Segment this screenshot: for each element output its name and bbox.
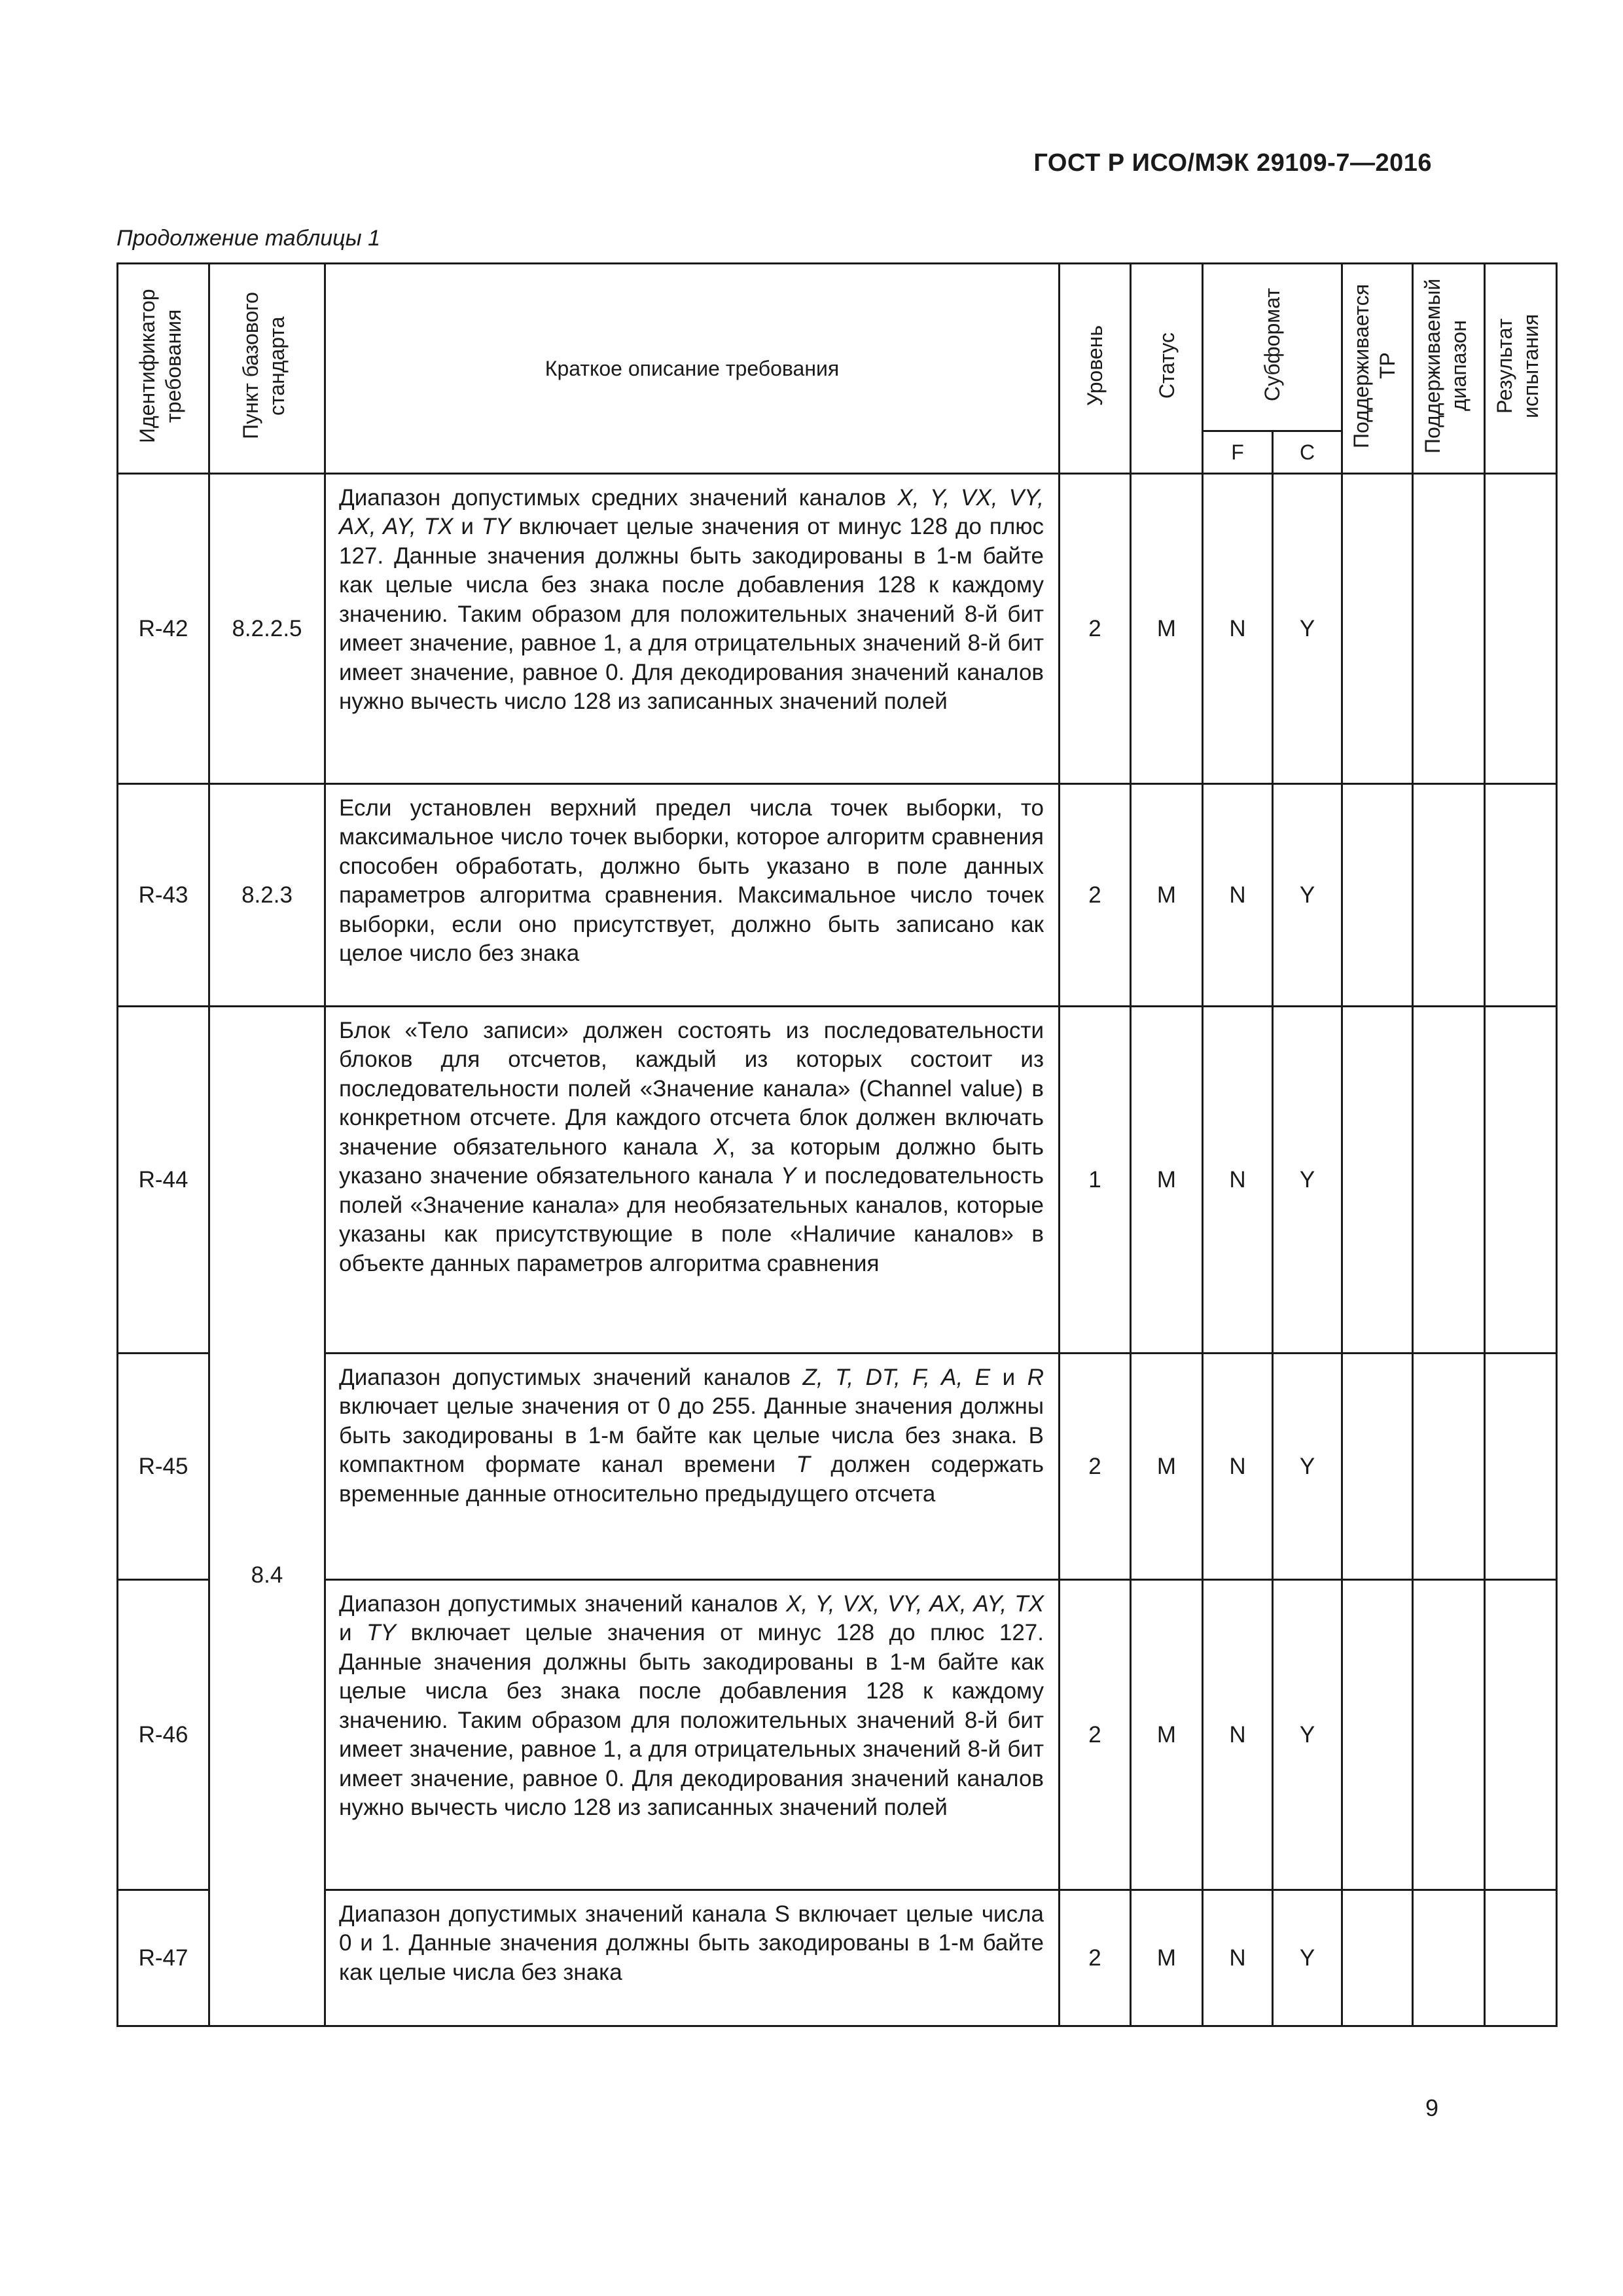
row-supported <box>1342 784 1413 1007</box>
row-supported <box>1342 474 1413 784</box>
row-supported <box>1342 1354 1413 1580</box>
row-supported-range <box>1413 784 1485 1007</box>
row-id: R-47 <box>118 1890 209 2026</box>
row-level: 2 <box>1060 784 1131 1007</box>
row-subformat-c: Y <box>1273 1890 1342 2026</box>
table-row <box>118 784 1557 1007</box>
header-subformat: Субформат <box>1260 287 1284 402</box>
header-supported-range-cell <box>1413 264 1485 474</box>
row-level: 2 <box>1060 1890 1131 2026</box>
table-row <box>118 474 1557 784</box>
header-clause-cell <box>209 264 325 474</box>
row-status: M <box>1131 1890 1203 2026</box>
row-description: Диапазон допустимых значений каналов Z, T, DT, F, A, E и R включает целые значения от 0 до 255. Данные значения должны быть закодированы в 1-м байте как целые числа без знака. В компактном формате канал времени T должен содержать временные данные относительно предыдущего отсчета <box>325 1354 1060 1580</box>
row-level: 2 <box>1060 1354 1131 1580</box>
row-supported-range <box>1413 1007 1485 1354</box>
row-clause-merged <box>209 1007 325 2026</box>
requirements-table <box>116 262 1558 2027</box>
header-level-cell <box>1060 264 1131 474</box>
row-result <box>1485 1580 1557 1890</box>
row-clause: 8.2.3 <box>209 784 325 1007</box>
row-status: M <box>1131 1580 1203 1890</box>
row-description: Блок «Тело записи» должен состоять из последовательности блоков для отсчетов, каждый из которых состоит из последовательности полей «Значение канала» (Channel value) в конкретном отсчете. Для каждого отсчета блок должен включать значение обязательного канала X, за которым должно быть указано значение обязательного канала Y и последовательность полей «Значение канала» для необязательных каналов, которые указаны как присутствующие в поле «Наличие каналов» в объекте данных параметров алгоритма сравнения <box>325 1007 1060 1354</box>
row-status: M <box>1131 1007 1203 1354</box>
header-clause: Пункт базового стандарта <box>239 292 289 440</box>
header-identifier-cell <box>118 264 209 474</box>
row-subformat-f: N <box>1203 784 1273 1007</box>
row-description: Диапазон допустимых значений канала S включает целые числа 0 и 1. Данные значения должны быть закодированы в 1-м байте как целые числа без знака <box>325 1890 1060 2026</box>
row-subformat-c: Y <box>1273 1580 1342 1890</box>
row-subformat-f: N <box>1203 1007 1273 1354</box>
row-subformat-f: N <box>1203 1580 1273 1890</box>
row-supported-range <box>1413 474 1485 784</box>
row-subformat-c: Y <box>1273 474 1342 784</box>
row-supported <box>1342 1890 1413 2026</box>
header-result-cell <box>1485 264 1557 474</box>
row-supported <box>1342 1580 1413 1890</box>
row-status: M <box>1131 784 1203 1007</box>
row-id: R-45 <box>118 1354 209 1580</box>
table-row <box>118 1890 1557 2026</box>
header-supported-range: Поддерживаемый диапазон <box>1420 278 1471 454</box>
document-standard-header: ГОСТ Р ИСО/МЭК 29109-7—2016 <box>1033 149 1432 177</box>
row-subformat-c: Y <box>1273 784 1342 1007</box>
row-id: R-43 <box>118 784 209 1007</box>
row-id: R-42 <box>118 474 209 784</box>
row-subformat-f: N <box>1203 474 1273 784</box>
row-result <box>1485 1354 1557 1580</box>
row-supported-range <box>1413 1580 1485 1890</box>
row-subformat-c: Y <box>1273 1007 1342 1354</box>
table-row <box>118 1580 1557 1890</box>
table-row <box>118 1354 1557 1580</box>
row-clause: 8.4 <box>251 1562 283 1588</box>
header-status-cell <box>1131 264 1203 474</box>
row-description: Диапазон допустимых значений каналов X, Y, VX, VY, AX, AY, TX и TY включает целые значения от минус 128 до плюс 127. Данные значения должны быть закодированы в 1-м байте как целые числа без знака после добавления 128 к каждому значению. Таким образом для положительных значений 8-й бит имеет значение, равное 1, а для отрицательных значений 8-й бит имеет значение, равное 0. Для декодирования значений каналов нужно вычесть число 128 из записанных значений полей <box>325 1580 1060 1890</box>
header-subformat-f: F <box>1203 431 1273 474</box>
row-subformat-f: N <box>1203 1890 1273 2026</box>
row-supported <box>1342 1007 1413 1354</box>
header-description: Краткое описание требования <box>325 264 1060 474</box>
header-result: Результат испытания <box>1492 314 1543 418</box>
row-subformat-f: N <box>1203 1354 1273 1580</box>
table-caption: Продолжение таблицы 1 <box>116 226 380 251</box>
row-id: R-46 <box>118 1580 209 1890</box>
header-level: Уровень <box>1083 325 1107 406</box>
row-supported-range <box>1413 1354 1485 1580</box>
row-result <box>1485 1890 1557 2026</box>
row-description: Диапазон допустимых средних значений каналов X, Y, VX, VY, AX, AY, TX и TY включает целые значения от минус 128 до плюс 127. Данные значения должны быть закодированы в 1-м байте как целые числа без знака после добавления 128 к каждому значению. Таким образом для положительных значений 8-й бит имеет значение, равное 1, а для отрицательных значений 8-й бит имеет значение, равное 0. Для декодирования значений каналов нужно вычесть число 128 из записанных значений полей <box>325 474 1060 784</box>
row-level: 2 <box>1060 1580 1131 1890</box>
row-level: 2 <box>1060 474 1131 784</box>
row-clause: 8.2.2.5 <box>209 474 325 784</box>
row-level: 1 <box>1060 1007 1131 1354</box>
row-id: R-44 <box>118 1007 209 1354</box>
header-subformat-cell <box>1203 264 1342 431</box>
header-identifier: Идентификатор требования <box>135 289 185 443</box>
row-description: Если установлен верхний предел числа точек выборки, то максимальное число точек выборки, которое алгоритм сравнения способен обработать, должно быть указано в поле данных параметров алгоритма сравнения. Максимальное число точек выборки, если оно присутствует, должно быть записано как целое число без знака <box>325 784 1060 1007</box>
row-status: M <box>1131 474 1203 784</box>
row-result <box>1485 1007 1557 1354</box>
table-row <box>118 1007 1557 1354</box>
row-supported-range <box>1413 1890 1485 2026</box>
header-status: Статус <box>1154 332 1179 399</box>
row-result <box>1485 784 1557 1007</box>
header-subformat-c: C <box>1273 431 1342 474</box>
row-subformat-c: Y <box>1273 1354 1342 1580</box>
header-supported: Поддерживается ТР <box>1349 283 1399 448</box>
row-status: M <box>1131 1354 1203 1580</box>
header-supported-cell <box>1342 264 1413 474</box>
page-number: 9 <box>1425 2094 1438 2121</box>
row-result <box>1485 474 1557 784</box>
